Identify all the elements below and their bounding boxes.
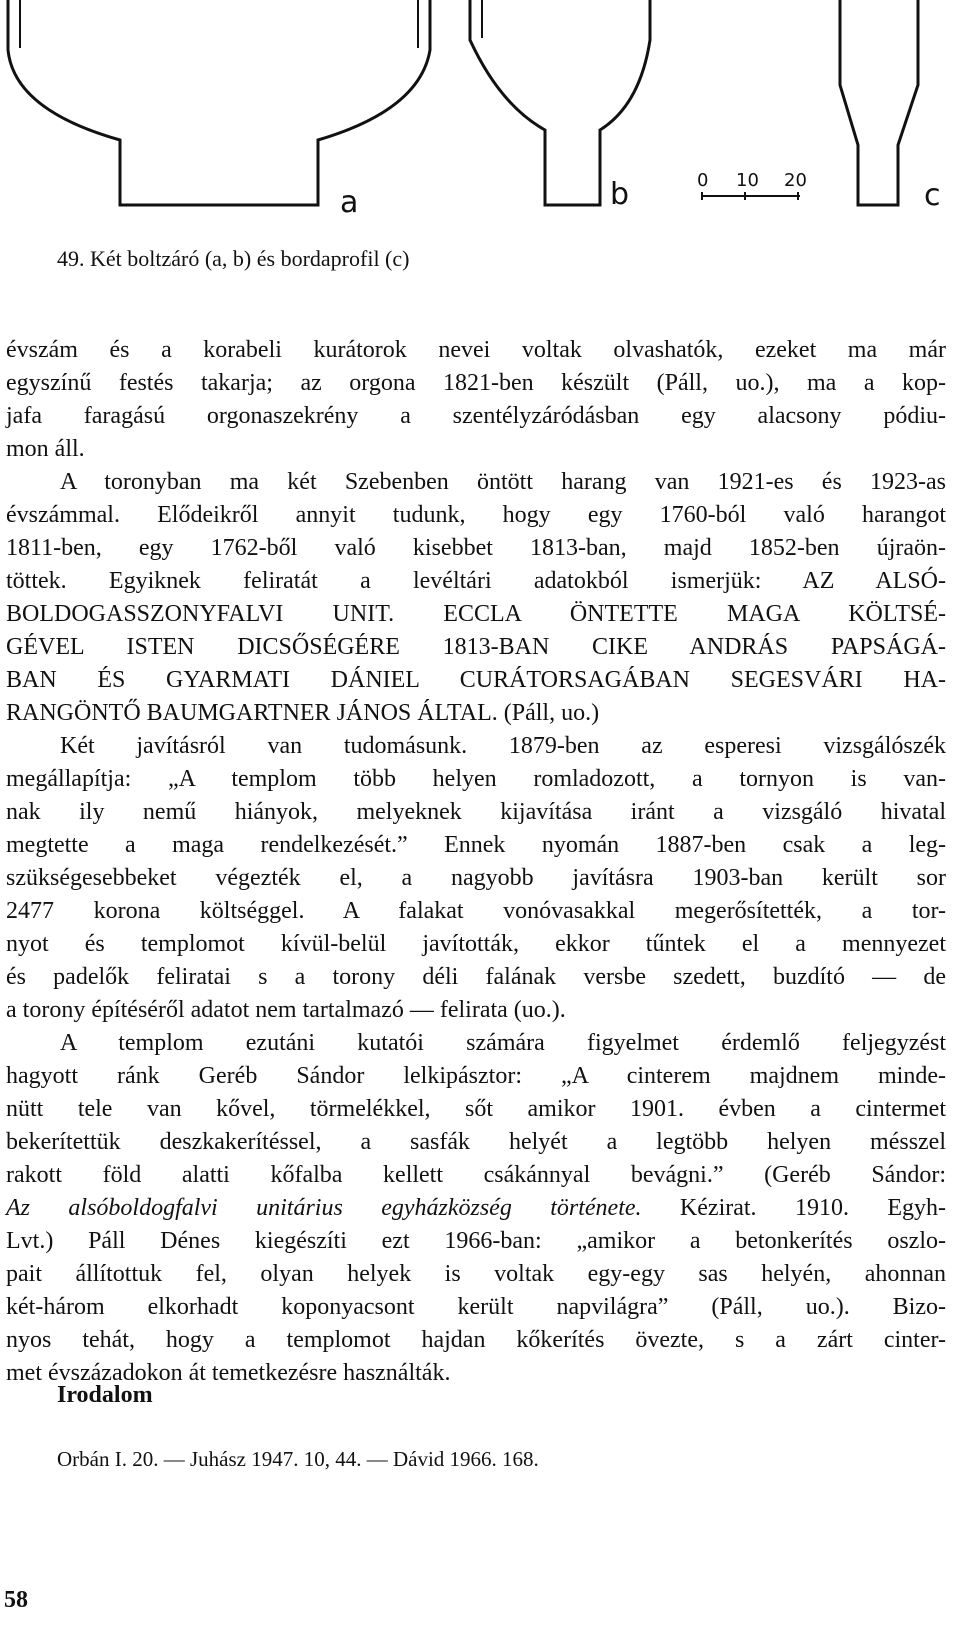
body-text xyxy=(6,334,946,1390)
text-line: évszám és a korabeli kurátorok nevei voltak olvashatók, ezeket ma már xyxy=(6,337,946,363)
figure-label-a: a xyxy=(340,185,359,220)
text-line: BOLDOGASSZONYFALVI UNIT. ECCLA ÖNTETTE MAGA KÖLTSÉ- xyxy=(6,601,946,627)
text-line: egyszínű festés takarja; az orgona 1821-ben készült (Páll, uo.), ma a kop- xyxy=(6,370,946,396)
text-line: nyos tehát, hogy a templomot hajdan kőkerítés övezte, s a zárt cinter- xyxy=(6,1327,946,1353)
text-line: és padelők feliratai s a torony déli falának versbe szedett, buzdító — de xyxy=(6,964,946,990)
text-line: nak ily nemű hiányok, melyeknek kijavítása iránt a vizsgáló hivatal xyxy=(6,799,946,825)
text-line: bekerítettük deszkakerítéssel, a sasfák helyét a legtöbb helyen mésszel xyxy=(6,1129,946,1155)
boss-stone-a-outline xyxy=(8,0,430,205)
scale-label-20: 20 xyxy=(784,170,807,191)
page-number: 58 xyxy=(4,1587,28,1613)
rib-profile-c-outline xyxy=(840,0,918,205)
figure-label-b: b xyxy=(610,177,630,212)
references: Orbán I. 20. — Juhász 1947. 10, 44. — Dávid 1966. 168. xyxy=(57,1447,539,1471)
book-title: Az alsóboldogfalvi unitárius egyházközség története. xyxy=(6,1195,642,1221)
text-line: 1811-ben, egy 1762-ből való kisebbet 1813-ban, majd 1852-ben újraön- xyxy=(6,535,946,561)
text-line: két-három elkorhadt koponyacsont került napvilágra” (Páll, uo.). Bizo- xyxy=(6,1294,946,1320)
text-line: jafa faragású orgonaszekrény a szentélyzáródásban egy alacsony pódiu- xyxy=(6,403,946,429)
figure-boss-stones-and-rib-profile xyxy=(0,0,960,230)
text-line: A toronyban ma két Szebenben öntött harang van 1921-es és 1923-as xyxy=(60,469,946,495)
figure-label-c: c xyxy=(924,178,941,213)
scale-label-10: 10 xyxy=(736,170,759,191)
text-line: Lvt.) Páll Dénes kiegészíti ezt 1966-ban: „amikor a betonkerítés oszlo- xyxy=(6,1228,946,1254)
text-line: A templom ezutáni kutatói számára figyelmet érdemlő feljegyzést xyxy=(60,1030,946,1056)
figure-drawing xyxy=(0,0,960,230)
text-line: 2477 korona költséggel. A falakat vonóvasakkal megerősítették, a tor- xyxy=(6,898,946,924)
text-line: pait állítottuk fel, olyan helyek is voltak egy-egy sas helyén, ahonnan xyxy=(6,1261,946,1287)
boss-stone-b-outline xyxy=(470,0,650,205)
text-line: rakott föld alatti kőfalba kellett csákánnyal bevágni.” (Geréb Sándor: xyxy=(6,1162,946,1188)
text-line: Két javításról van tudomásunk. 1879-ben az esperesi vizsgálószék xyxy=(60,733,946,759)
text-line: hagyott ránk Geréb Sándor lelkipásztor: „A cinterem majdnem minde- xyxy=(6,1063,946,1089)
text-line: évszámmal. Elődeikről annyit tudunk, hogy egy 1760-ból való harangot xyxy=(6,502,946,528)
text-line: szükségesebbeket végezték el, a nagyobb javításra 1903-ban került sor xyxy=(6,865,946,891)
text-line: BAN ÉS GYARMATI DÁNIEL CURÁTORSAGÁBAN SEGESVÁRI HA- xyxy=(6,667,946,693)
figure-caption: 49. Két boltzáró (a, b) és bordaprofil (c) xyxy=(57,246,410,271)
text-line: met évszázadokon át temetkezésre használták. xyxy=(6,1360,451,1386)
text-line: megtette a maga rendelkezését.” Ennek nyomán 1887-ben csak a leg- xyxy=(6,832,946,858)
text-line: megállapítja: „A templom több helyen romladozott, a tornyon is van- xyxy=(6,766,946,792)
text-line: a torony építéséről adatot nem tartalmazó — felirata (uo.). xyxy=(6,997,566,1023)
text-line-rest: Kézirat. 1910. Egyh- xyxy=(641,1195,946,1221)
section-heading: Irodalom xyxy=(57,1382,153,1408)
text-line: nyot és templomot kívül-belül javították, ekkor tűntek el a mennyezet xyxy=(6,931,946,957)
text-line: RANGÖNTŐ BAUMGARTNER JÁNOS ÁLTAL. (Páll, uo.) xyxy=(6,700,600,726)
text-line: mon áll. xyxy=(6,436,85,462)
text-line-with-title xyxy=(6,1192,946,1225)
scale-label-0: 0 xyxy=(697,170,709,191)
text-line: nütt tele van kővel, törmelékkel, sőt amikor 1901. évben a cintermet xyxy=(6,1096,946,1122)
text-line: töttek. Egyiknek feliratát a levéltári adatokból ismerjük: AZ ALSÓ- xyxy=(6,568,946,594)
text-line: GÉVEL ISTEN DICSŐSÉGÉRE 1813-BAN CIKE ANDRÁS PAPSÁGÁ- xyxy=(6,634,946,660)
